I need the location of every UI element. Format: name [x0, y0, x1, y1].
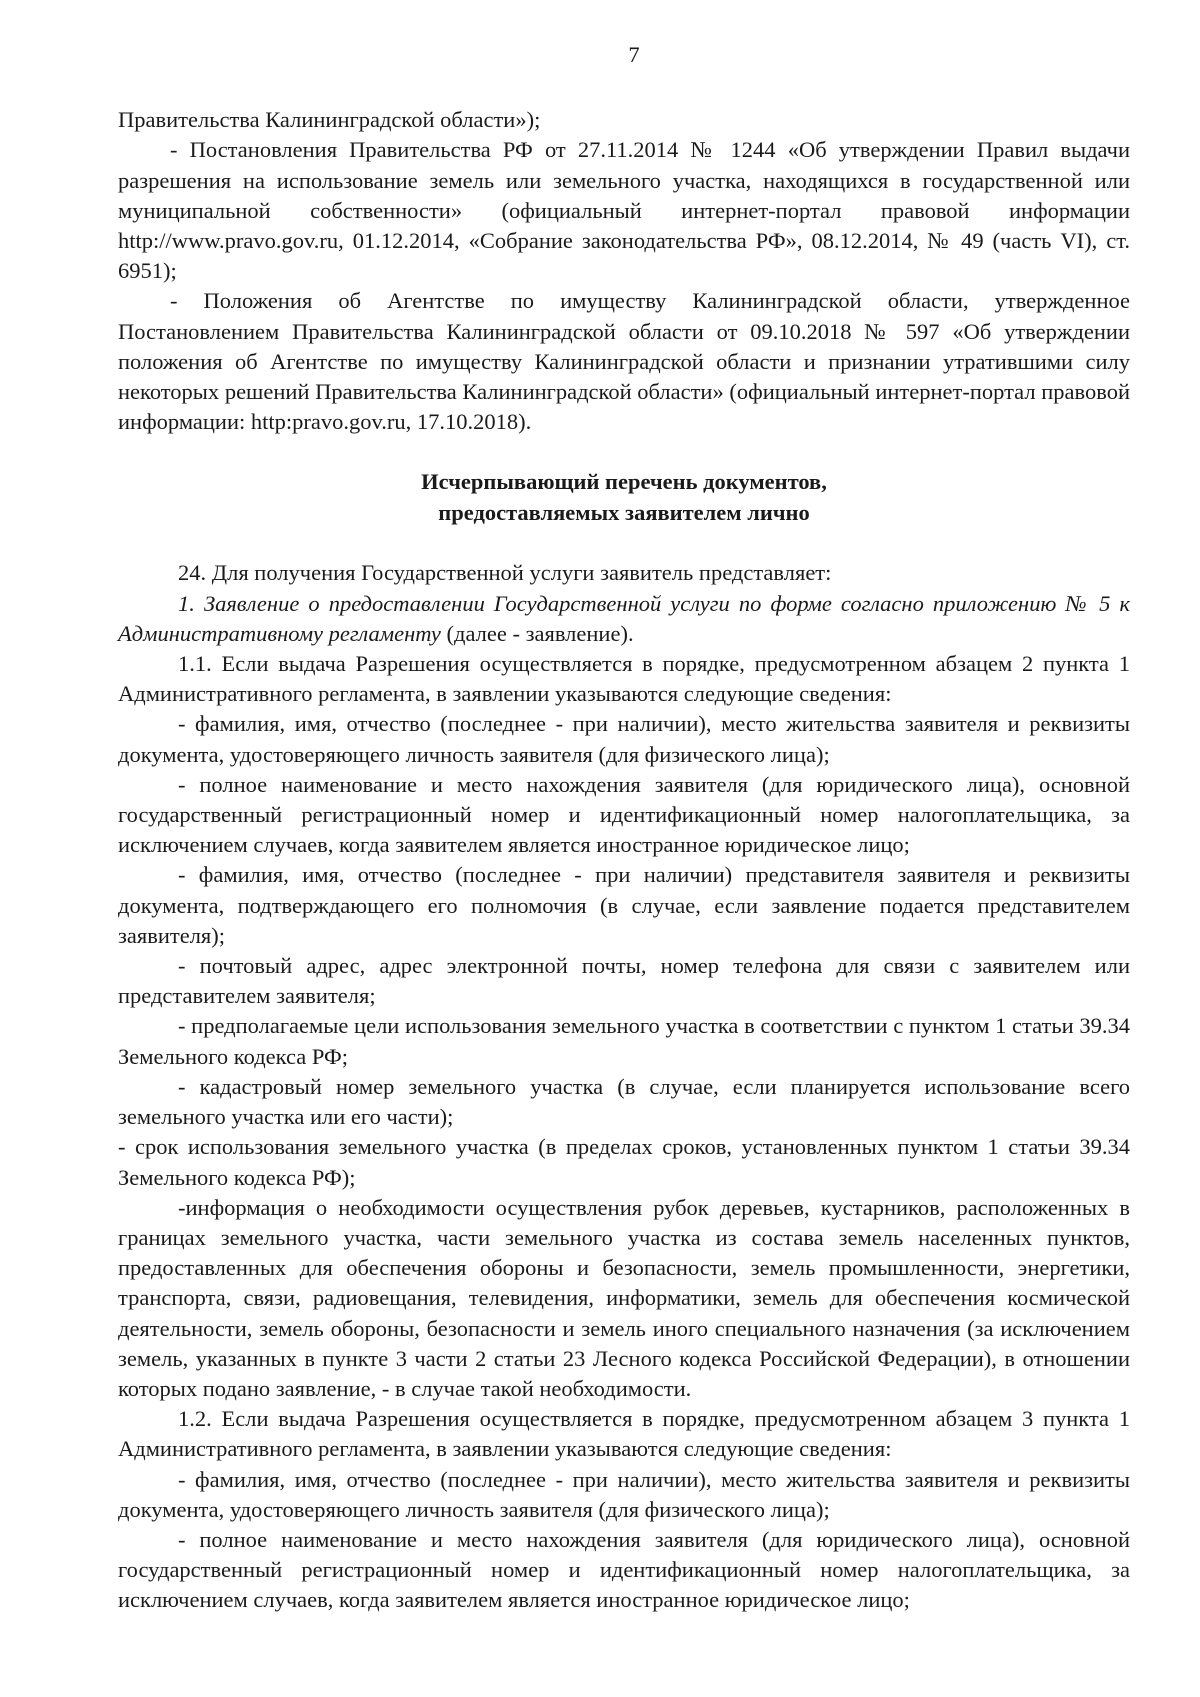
- heading-line-1: Исчерпывающий перечень документов,: [421, 469, 827, 495]
- section-heading: [118, 467, 1130, 528]
- page-number: 7: [628, 42, 640, 67]
- list-item: - полное наименование и место нахождения заявителя (для юридического лица), основной государственный регистрационный номер и идентификационный номер налогоплательщика, за исключением случаев, когда заявителем является иностранное юридическое лицо;: [118, 1526, 1130, 1613]
- paragraph-24-item1: [118, 589, 1130, 649]
- list-item: - фамилия, имя, отчество (последнее - при наличии), место жительства заявителя и реквизиты документа, удостоверяющего личность заявителя (для физического лица);: [118, 711, 1130, 767]
- paragraph-24-intro: 24. Для получения Государственной услуги заявитель представляет:: [178, 560, 832, 586]
- paragraph: - Положения об Агентстве по имуществу Калининградской области, утвержденное Постановлением Правительства Калининградской области от 09.10.2018 № 597 «Об утверждении положения об Агентстве по имуществу Калининградской области и признании утратившими силу некоторых решений Правительства Калининградской области» (официальный интернет-портал правовой информации: http:pravo.gov.ru, 17.10.2018).: [118, 288, 1130, 435]
- list-item: - предполагаемые цели использования земельного участка в соответствии с пунктом 1 статьи 39.34 Земельного кодекса РФ;: [118, 1013, 1130, 1069]
- list-item: - фамилия, имя, отчество (последнее - при наличии), место жительства заявителя и реквизиты документа, удостоверяющего личность заявителя (для физического лица);: [118, 1466, 1130, 1522]
- section-1-1-intro: 1.1. Если выдача Разрешения осуществляется в порядке, предусмотренном абзацем 2 пункта 1 Административного регламента, в заявлении указываются следующие сведения:: [118, 651, 1130, 707]
- list-item: - полное наименование и место нахождения заявителя (для юридического лица), основной государственный регистрационный номер и идентификационный номер налогоплательщика, за исключением случаев, когда заявителем является иностранное юридическое лицо;: [118, 771, 1130, 858]
- list-item: -информация о необходимости осуществления рубок деревьев, кустарников, расположенных в границах земельного участка, части земельного участка из состава земель населенных пунктов, предоставленных для обеспечения обороны и безопасности, земель промышленности, энергетики, транспорта, связи, радиовещания, телевидения, информатики, земель для обеспечения космической деятельности, земель обороны, безопасности и земель иного специального назначения (за исключением земель, указанных в пункте 3 части 2 статьи 23 Лесного кодекса Российской Федерации), в отношении которых подано заявление, - в случае такой необходимости.: [118, 1194, 1130, 1401]
- paragraph: - Постановления Правительства РФ от 27.11.2014 № 1244 «Об утверждении Правил выдачи разрешения на использование земель или земельного участка, находящихся в государственной или муниципальной собственности» (официальный интернет-портал правовой информации http://www.pravo.gov.ru, 01.12.2014, «Собрание законодательства РФ», 08.12.2014, № 49 (часть VI), ст. 6951);: [118, 137, 1130, 284]
- item1-italic: 1. Заявление о предоставлении Государственной услуги по форме согласно приложению № 5 к Административному регламенту: [118, 590, 1130, 646]
- list-item: - кадастровый номер земельного участка (в случае, если планируется использование всего земельного участка или его части);: [118, 1073, 1130, 1130]
- list-item: - фамилия, имя, отчество (последнее - при наличии) представителя заявителя и реквизиты документа, подтверждающего его полномочия (в случае, если заявление подается представителем заявителя);: [118, 862, 1130, 948]
- heading-line-2: предоставляемых заявителем лично: [438, 499, 810, 525]
- paragraph: Правительства Калининградской области»);: [118, 107, 541, 133]
- list-item: - срок использования земельного участка (в пределах сроков, установленных пунктом 1 статьи 39.34 Земельного кодекса РФ);: [118, 1134, 1130, 1190]
- list-item: - почтовый адрес, адрес электронной почты, номер телефона для связи с заявителем или представителем заявителя;: [118, 953, 1130, 1009]
- document-page: [118, 40, 1130, 1616]
- item1-rest: (далее - заявление).: [440, 620, 634, 646]
- section-1-2-intro: 1.2. Если выдача Разрешения осуществляется в порядке, предусмотренном абзацем 3 пункта 1 Административного регламента, в заявлении указываются следующие сведения:: [118, 1406, 1130, 1462]
